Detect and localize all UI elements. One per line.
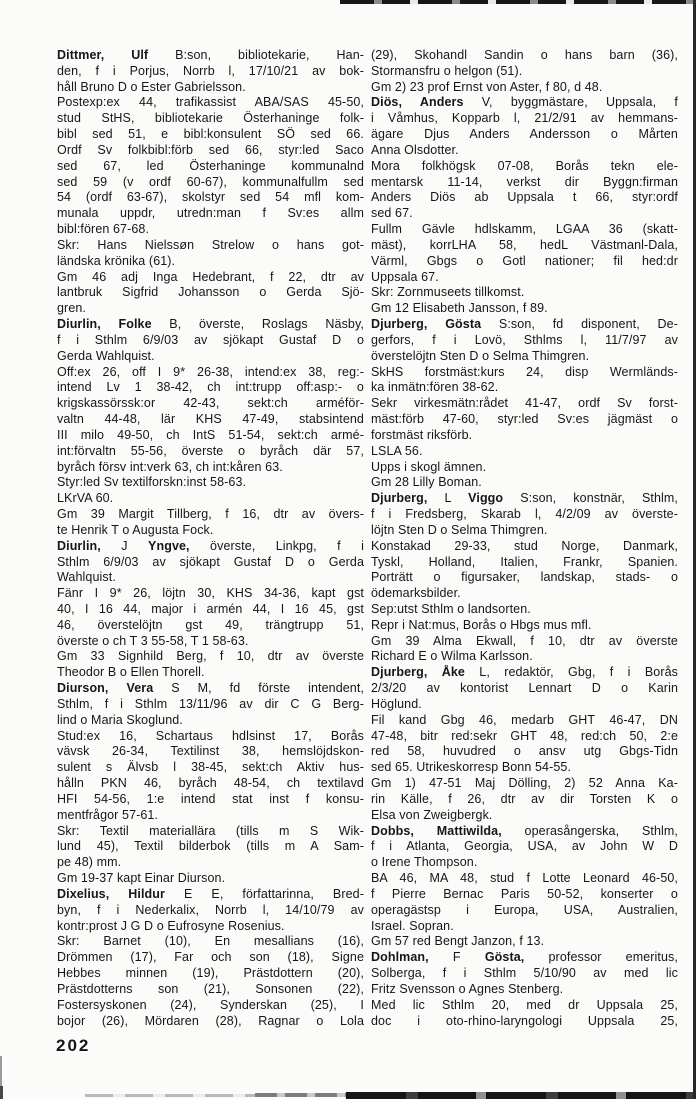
text-line (57, 64, 364, 80)
entry-text: ägare Djus Anders Andersson o Mårten (371, 127, 678, 142)
entry-text: Stud:ex 16, Schartaus hdlsinst 17, Borås (57, 728, 364, 743)
text-line (57, 950, 364, 966)
entry-text: intend Lv 1 38-42, ch int:trupp off:asp:- o (57, 380, 364, 395)
text-line (57, 95, 364, 111)
entry-text: den, f i Porjus, Norrb l, 17/10/21 av bok- (57, 63, 364, 78)
text-line (57, 460, 364, 476)
text-line (371, 507, 678, 523)
text-line (57, 697, 364, 713)
entry-text: Fullm Gävle hdlskamm, LGAA 36 (skatt- (371, 222, 678, 237)
text-line (57, 380, 364, 396)
entry-text: Off:ex 26, off I 9* 26-38, intend:ex 38, reg:- (57, 364, 364, 379)
entry-text: HFI 54-56, 1:e intend stat inst f konsu- (57, 791, 364, 806)
text-line (57, 982, 364, 998)
text-line (57, 238, 364, 254)
text-line (57, 570, 364, 586)
entry-text: Gm 57 red Bengt Janzon, f 13. (371, 934, 545, 949)
entry-text: Hebbes minnen (19), Prästdottern (20), (57, 966, 364, 981)
text-line (57, 744, 364, 760)
scan-edge-top (340, 0, 696, 4)
entry-text: lind o Maria Skoglund. (57, 712, 183, 727)
text-line (57, 792, 364, 808)
entry-text: Fänr I 9* 26, löjtn 30, KHS 34-36, kapt gst (57, 586, 364, 601)
text-line (371, 649, 678, 665)
entry-text: Theodor B o Ellen Thorell. (57, 665, 205, 680)
text-line (57, 127, 364, 143)
entry-text: ländska krönika (61). (57, 253, 176, 268)
text-line (57, 966, 364, 982)
text-line (57, 175, 364, 191)
entry-text: sed 65. Utrikeskorresp Bonn 54-55. (371, 760, 572, 775)
entry-text: hålln PKN 46, byråch 48-54, ch textilavd (57, 776, 364, 791)
entry-text: överste, Linkpg, f i (189, 538, 364, 553)
entry-text: int:förvaltn 55-56, överste o byråch där 57, (57, 443, 364, 458)
text-line (371, 887, 678, 903)
text-line (371, 491, 678, 507)
text-line (371, 428, 678, 444)
entry-text: Gm 2) 23 prof Ernst von Aster, f 80, d 48. (371, 79, 603, 94)
text-line (57, 285, 364, 301)
text-line (371, 206, 678, 222)
text-line (371, 934, 678, 950)
text-line (371, 998, 678, 1014)
entry-text: Ordf Sv folkbibl:förb sed 66, styr:led Saco (57, 142, 364, 157)
entry-name: Dobbs, Mattiwilda, (371, 823, 502, 838)
text-line (371, 475, 678, 491)
entry-text: sed 67. (371, 206, 413, 221)
entry-text: Tyskl, Holland, Italien, Frankr, Spanien. (371, 554, 678, 569)
text-line (57, 760, 364, 776)
text-line (371, 665, 678, 681)
entry-text: sed 67, led Österhaninge kommunalnd (57, 158, 364, 173)
text-line (371, 349, 678, 365)
entry-text: Konstakad 29-33, stud Norge, Danmark, (371, 538, 678, 553)
entry-text: byråch försv int:verk 63, ch int:kåren 63. (57, 459, 283, 474)
text-line (371, 254, 678, 270)
entry-text: Gm 39 Alma Ekwall, f 10, dtr av överste (371, 633, 678, 648)
text-line (57, 824, 364, 840)
entry-text: mäst:förb 47-60, styr:led Sv:es jägmäst o (371, 412, 678, 427)
text-line (57, 491, 364, 507)
entry-text: i Våmhus, Kopparb l, 21/2/91 av hemmans- (371, 111, 678, 126)
text-line (371, 1014, 678, 1030)
text-line (57, 317, 364, 333)
text-line (57, 539, 364, 555)
entry-name: Diurlin, Folke (57, 317, 152, 332)
entry-text: BA 46, MA 48, stud f Lotte Leonard 46-50, (371, 871, 678, 886)
entry-text: operagästsp i Europa, USA, Australien, (371, 902, 678, 917)
text-line (371, 855, 678, 871)
page-number: 202 (56, 1036, 91, 1055)
entry-text: Anders Diös ab Uppsala t 66, styr:ordf (371, 190, 678, 205)
entry-text: B, överste, Roslags Näsby, (151, 317, 364, 332)
entry-name: Dohlman, (371, 950, 429, 965)
entry-name: Djurberg, Åke (371, 665, 465, 680)
entry-text: f Pierre Bernac Paris 50-52, konserter o (371, 886, 678, 901)
entry-text: pe 48) mm. (57, 855, 122, 870)
text-line (57, 839, 364, 855)
entry-text: III milo 49-50, ch IntS 51-54, sekt:ch armé- (57, 427, 364, 442)
entry-text: V, byggmästare, Uppsala, f (463, 95, 678, 110)
text-line (57, 998, 364, 1014)
entry-text: operasångerska, Sthlm, (501, 823, 678, 838)
text-line (57, 333, 364, 349)
text-line (371, 744, 678, 760)
entry-text: Skr: Textil materiallära (tills m S Wik- (57, 823, 364, 838)
text-line (371, 175, 678, 191)
entry-text: löjtn Sten D o Selma Thimgren. (371, 522, 548, 537)
scan-edge-left-mark (0, 1086, 3, 1099)
entry-name: Gösta, (484, 950, 525, 965)
text-line (371, 966, 678, 982)
entry-text: 46, överstelöjtn gst 49, trängtrupp 51, (57, 617, 364, 632)
entry-text: Richard E o Wilma Karlsson. (371, 649, 533, 664)
entry-name: Djurberg, Gösta (371, 317, 482, 332)
entry-text: SkHS forstmäst:kurs 24, disp Wermländs- (371, 364, 678, 379)
text-line (371, 681, 678, 697)
entry-text: Fostersyskonen (24), Synderskan (25), I (57, 997, 364, 1012)
entry-text: Elsa von Zweigbergk. (371, 807, 493, 822)
text-line (57, 586, 364, 602)
scan-edge-left-faint (0, 1056, 2, 1088)
text-line (371, 839, 678, 855)
entry-text: Porträtt o figursaker, landskap, stads- o (371, 570, 678, 585)
entry-text: f i Fredsberg, Skarab l, 4/2/09 av överste- (371, 507, 678, 522)
entry-text: sulent s Älvsb l 38-45, sekt:ch Aktiv hus- (57, 760, 364, 775)
text-line (371, 159, 678, 175)
entry-text: stud StHS, bibliotekarie Österhaninge folk- (57, 111, 364, 126)
entry-text: L (427, 491, 469, 506)
entry-text: Drömmen (17), Far och son (18), Signe (57, 950, 364, 965)
entry-name: Dittmer, Ulf (57, 48, 149, 62)
text-line (57, 396, 364, 412)
text-line (371, 586, 678, 602)
text-line (371, 570, 678, 586)
text-line (57, 222, 364, 238)
text-line (57, 365, 364, 381)
text-line (57, 649, 364, 665)
entry-text: o Irene Thompson. (371, 855, 478, 870)
entry-name: Viggo (468, 491, 504, 506)
entry-text: Sthlm, f i Sthlm 13/11/96 av dir C G Berg- (57, 696, 364, 711)
entry-text: L, redaktör, Gbg, f i Borås (464, 665, 678, 680)
entry-text: ödemarksbilder. (371, 586, 461, 601)
text-line (371, 301, 678, 317)
entry-text: kontr:prost J G D o Eufrosyne Rosenius. (57, 918, 285, 933)
text-line (57, 190, 364, 206)
scan-edge-bottom (346, 1092, 696, 1099)
entry-text: te Henrik T o Augusta Fock. (57, 522, 214, 537)
right-column (371, 48, 678, 1029)
entry-text: doc i oto-rhino-laryngologi Uppsala 25, (371, 1013, 678, 1028)
entry-text: Sekr virkesmätn:rådet 41-47, ordf Sv forst- (371, 396, 678, 411)
text-line (57, 903, 364, 919)
text-line (371, 602, 678, 618)
text-line (371, 444, 678, 460)
text-line (371, 238, 678, 254)
text-line (57, 808, 364, 824)
entry-text: mäst), korrLHA 58, hedL Västmanl-Dala, (371, 237, 678, 252)
entry-text: S:son, konstnär, Sthlm, (503, 491, 678, 506)
entry-text: f i Sthlm 6/9/03 av sjökapt Gustaf D o (57, 332, 364, 347)
entry-text: forstmäst riksförb. (371, 427, 473, 442)
text-line (371, 64, 678, 80)
entry-text: B:son, bibliotekarie, Han- (148, 48, 364, 62)
text-line (57, 713, 364, 729)
text-line (371, 776, 678, 792)
text-line (57, 143, 364, 159)
text-line (57, 681, 364, 697)
entry-text: Gm 33 Signhild Berg, f 10, dtr av överste (57, 649, 364, 664)
entry-text: Värml, Gbgs o Gotl nationer; fil hed:dr (371, 253, 678, 268)
entry-text: håll Bruno D o Ester Gabrielsson. (57, 79, 246, 94)
text-line (57, 80, 364, 96)
text-line (371, 903, 678, 919)
entry-text: F (428, 950, 485, 965)
text-line (57, 665, 364, 681)
text-line (371, 190, 678, 206)
text-line (371, 396, 678, 412)
entry-name: Djurberg, (371, 491, 428, 506)
entry-text: Styr:led Sv textilforskn:inst 58-63. (57, 475, 247, 490)
text-line (371, 380, 678, 396)
entry-text: bibl:fören 67-68. (57, 222, 150, 237)
text-line (371, 824, 678, 840)
entry-text: bojor (26), Mördaren (28), Ragnar o Lola (57, 1013, 364, 1028)
entry-text: 2/3/20 av kontorist Lennart D o Karin (371, 681, 678, 696)
entry-text: 54 (ordf 63-67), skolstyr sed 54 mfl kom- (57, 190, 364, 205)
text-line (57, 602, 364, 618)
entry-text: Fritz Svensson o Agnes Stenberg. (371, 981, 564, 996)
text-line (57, 412, 364, 428)
left-column (57, 48, 364, 1029)
text-line (57, 428, 364, 444)
entry-text: Med lic Sthlm 20, med dr Uppsala 25, (371, 997, 678, 1012)
text-line (371, 127, 678, 143)
entry-text: Gm 19-37 kapt Einar Diurson. (57, 871, 226, 886)
entry-name: Yngve, (148, 538, 190, 553)
entry-text: Gm 46 adj Inga Hedebrant, f 22, dtr av (57, 269, 364, 284)
entry-text: J (100, 538, 149, 553)
entry-text: överstelöjtn Sten D o Selma Thimgren. (371, 348, 590, 363)
text-line (57, 111, 364, 127)
entry-text: 47-48, bitr red:sekr GHT 48, red:ch 50, 2:e (371, 728, 678, 743)
entry-text: Skr: Barnet (10), En mesallians (16), (57, 934, 364, 949)
text-line (371, 95, 678, 111)
entry-text: Solberga, f i Sthlm 5/10/90 av med lic (371, 966, 678, 981)
entry-text: gren. (57, 301, 86, 316)
text-line (57, 855, 364, 871)
text-line (57, 349, 364, 365)
text-line (371, 143, 678, 159)
entry-text: munala uppdr, utredn:man f Sv:es allm (57, 206, 364, 221)
entry-text: sed 59 (v ordf 60-67), kommunalfullm sed (57, 174, 364, 189)
text-line (371, 111, 678, 127)
entry-text: Sthlm 6/9/03 av sjökapt Gustaf D o Gerda (57, 554, 364, 569)
text-line (57, 475, 364, 491)
text-line (371, 412, 678, 428)
entry-text: red 58, huvudred o ansv utg Gbgs-Tidn (371, 744, 678, 759)
entry-text: (29), Skohandl Sandin o hans barn (36), (371, 48, 678, 62)
text-line (57, 507, 364, 523)
scan-edge-bottom-mid (255, 1093, 350, 1097)
text-line (371, 729, 678, 745)
text-line (371, 808, 678, 824)
text-line (57, 871, 364, 887)
entry-text: f i Atlanta, Georgia, USA, av John W D (371, 839, 678, 854)
entry-name: Diurson, Vera (57, 681, 154, 696)
entry-text: valtn 44-48, lär KHS 47-49, stabsintend (57, 412, 364, 427)
text-line (57, 523, 364, 539)
text-line (371, 871, 678, 887)
text-line (371, 919, 678, 935)
entry-text: lund 45), Textil bilderbok (tills m A Sam- (57, 839, 364, 854)
entry-text: Gerda Wahlquist. (57, 348, 155, 363)
entry-text: Wahlquist. (57, 570, 116, 585)
text-line (57, 159, 364, 175)
entry-text: Anna Olsdotter. (371, 142, 459, 157)
entry-text: byn, f i Nederkalix, Norrb l, 14/10/79 av (57, 902, 364, 917)
text-line (371, 270, 678, 286)
entry-text: mentarsk 11-14, verkst dir Byggn:firman (371, 174, 678, 189)
scan-edge-bottom-faint (85, 1094, 255, 1097)
text-line (371, 285, 678, 301)
entry-name: Diurlin, (57, 538, 101, 553)
entry-text: överste o ch T 3 55-58, T 1 58-63. (57, 633, 249, 648)
text-line (371, 555, 678, 571)
entry-name: Diös, Anders (371, 95, 464, 110)
entry-text: professor emeritus, (524, 950, 678, 965)
text-line (371, 539, 678, 555)
entry-text: Repr i Nat:mus, Borås o Hbgs mus mfl. (371, 617, 592, 632)
text-line (371, 80, 678, 96)
text-line (371, 713, 678, 729)
text-line (57, 1014, 364, 1030)
entry-text: Israel. Sopran. (371, 918, 454, 933)
entry-text: LKrVA 60. (57, 491, 114, 506)
text-line (57, 254, 364, 270)
text-line (371, 618, 678, 634)
text-line (57, 555, 364, 571)
text-line (371, 333, 678, 349)
entry-text: rin Källe, f 26, dtr av dir Torsten K o (371, 791, 678, 806)
text-line (371, 760, 678, 776)
text-line (371, 950, 678, 966)
text-line (371, 523, 678, 539)
entry-text: Sep:utst Sthlm o landsorten. (371, 601, 531, 616)
entry-text: Skr: Zornmuseets tillkomst. (371, 285, 525, 300)
entry-text: Gm 12 Elisabeth Jansson, f 89. (371, 301, 548, 316)
text-line (371, 697, 678, 713)
entry-text: Upps i skogl ämnen. (371, 459, 487, 474)
text-line (57, 301, 364, 317)
text-line (371, 634, 678, 650)
text-line (57, 729, 364, 745)
entry-text: gerfors, f i Lovö, Sthlms l, 11/7/97 av (371, 332, 678, 347)
entry-text: Gm 39 Margit Tillberg, f 16, dtr av övers- (57, 507, 364, 522)
entry-text: E E, författarinna, Bred- (165, 886, 364, 901)
entry-text: Skr: Hans Nielssøn Strelow o hans got- (57, 237, 364, 252)
text-line (57, 618, 364, 634)
entry-text: Postexp:ex 44, trafikassist ABA/SAS 45-50, (57, 95, 364, 110)
entry-text: Mora folkhögsk 07-08, Borås tekn ele- (371, 158, 678, 173)
entry-text: ka inmätn:fören 38-62. (371, 380, 499, 395)
text-line (57, 934, 364, 950)
entry-text: Prästdotterns son (21), Sonsonen (22), (57, 981, 364, 996)
text-line (57, 776, 364, 792)
text-line (371, 460, 678, 476)
entry-text: S:son, fd disponent, De- (481, 317, 678, 332)
entry-text: bibl sed 51, e bibl:konsulent SÖ sed 66. (57, 127, 364, 142)
text-line (57, 270, 364, 286)
entry-text: Fil kand Gbg 46, medarb GHT 46-47, DN (371, 712, 678, 727)
text-line (57, 887, 364, 903)
text-line (57, 206, 364, 222)
entry-text: krigskassörssk:or 42-43, sekt:ch arméför- (57, 396, 364, 411)
text-line (371, 48, 678, 64)
entry-text: Gm 28 Lilly Boman. (371, 475, 482, 490)
text-line (371, 317, 678, 333)
text-line (371, 365, 678, 381)
entry-text: Höglund. (371, 696, 422, 711)
text-line (57, 634, 364, 650)
entry-text: Uppsala 67. (371, 269, 439, 284)
entry-text: Gm 1) 47-51 Maj Dölling, 2) 52 Anna Ka- (371, 776, 678, 791)
text-line (57, 48, 364, 64)
text-line (371, 792, 678, 808)
entry-text: lantbruk Sigfrid Johansson o Gerda Sjö- (57, 285, 364, 300)
entry-text: mentfrågor 57-61. (57, 807, 159, 822)
text-line (371, 982, 678, 998)
entry-text: 40, I 16 44, major i armén 44, I 16 45, gst (57, 601, 364, 616)
text-line (57, 444, 364, 460)
text-line (371, 222, 678, 238)
entry-name: Dixelius, Hildur (57, 886, 165, 901)
entry-text: Stormansfru o helgon (51). (371, 63, 523, 78)
entry-text: S M, fd förste intendent, (153, 681, 364, 696)
text-line (57, 919, 364, 935)
entry-text: vävsk 26-34, Textilinst 38, hemslöjdskon- (57, 744, 364, 759)
entry-text: LSLA 56. (371, 443, 423, 458)
